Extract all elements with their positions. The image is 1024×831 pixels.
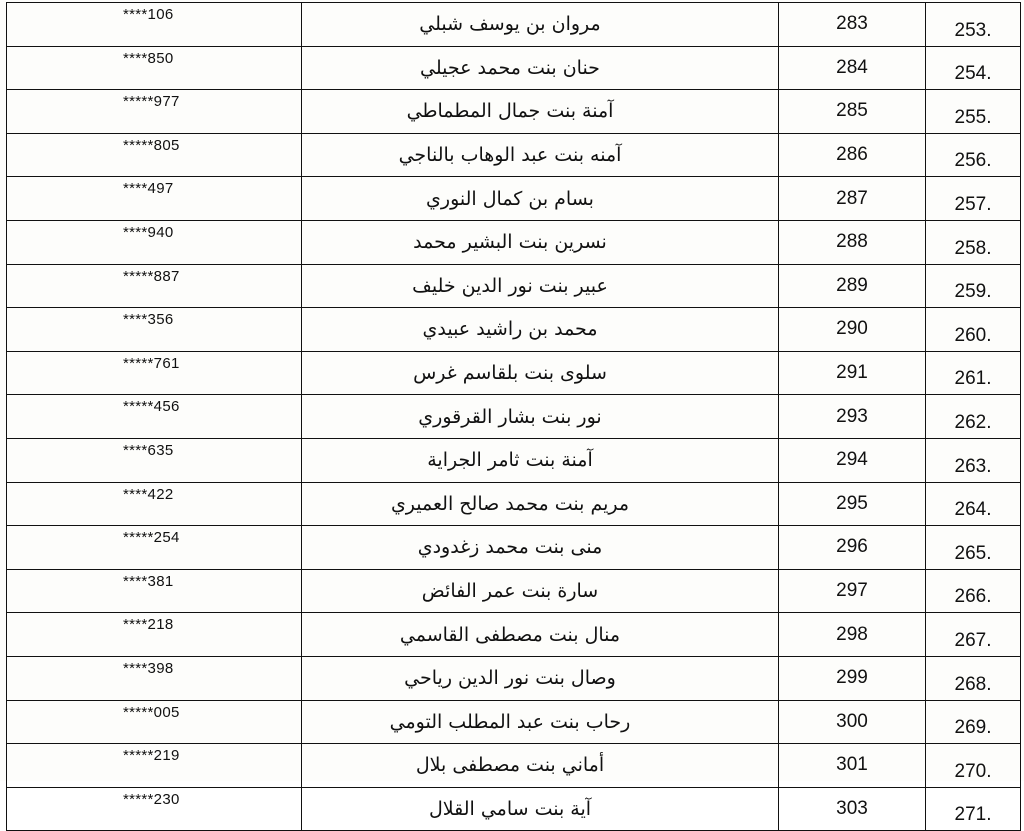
code-number-cell: 284: [779, 46, 926, 90]
masked-id-cell: ****106: [7, 3, 302, 47]
full-name-cell: [302, 220, 779, 264]
table-row: [7, 133, 1021, 177]
rank-number-cell: 262.: [926, 395, 1021, 439]
rank-number-cell: 270.: [926, 744, 1021, 788]
full-name-cell: [302, 351, 779, 395]
masked-id-cell: ****381: [7, 569, 302, 613]
full-name-cell: [302, 264, 779, 308]
masked-id-cell: *****977: [7, 90, 302, 134]
masked-id-cell: ****218: [7, 613, 302, 657]
masked-id-cell: ****356: [7, 308, 302, 352]
full-name-text: حنان بنت محمد عجيلي: [420, 56, 600, 79]
full-name-cell: [302, 569, 779, 613]
code-number-cell: 290: [779, 308, 926, 352]
code-number-cell: 295: [779, 482, 926, 526]
full-name-text: أماني بنت مصطفى بلال: [415, 754, 605, 777]
full-name-cell: [302, 700, 779, 744]
table-row: [7, 220, 1021, 264]
full-name-text: وصال بنت نور الدين رياحي: [404, 667, 616, 690]
full-name-text: مريم بنت محمد صالح العميري: [390, 492, 630, 515]
rank-number-cell: 254.: [926, 46, 1021, 90]
candidates-table: [6, 2, 1021, 831]
full-name-text: سلوى بنت بلقاسم غرس: [413, 362, 607, 385]
table-row: [7, 613, 1021, 657]
table-row: [7, 787, 1021, 831]
rank-number-cell: 257.: [926, 177, 1021, 221]
full-name-cell: [302, 526, 779, 570]
full-name-cell: [302, 744, 779, 788]
code-number-cell: 298: [779, 613, 926, 657]
rank-number-cell: 258.: [926, 220, 1021, 264]
rank-number-cell: 271.: [926, 787, 1021, 831]
code-number-cell: 283: [779, 3, 926, 47]
table-row: [7, 482, 1021, 526]
code-number-cell: 288: [779, 220, 926, 264]
rank-number-cell: 255.: [926, 90, 1021, 134]
code-number-cell: 296: [779, 526, 926, 570]
code-number-cell: 293: [779, 395, 926, 439]
full-name-cell: [302, 395, 779, 439]
code-number-cell: 294: [779, 438, 926, 482]
code-number-cell: 289: [779, 264, 926, 308]
table-row: [7, 656, 1021, 700]
masked-id-cell: *****219: [7, 744, 302, 788]
full-name-cell: [302, 482, 779, 526]
table-row: [7, 351, 1021, 395]
code-number-cell: 291: [779, 351, 926, 395]
rank-number-cell: 259.: [926, 264, 1021, 308]
full-name-text: منال بنت مصطفى القاسمي: [399, 623, 621, 646]
masked-id-cell: *****005: [7, 700, 302, 744]
masked-id-cell: *****456: [7, 395, 302, 439]
rank-number-cell: 267.: [926, 613, 1021, 657]
code-number-cell: 286: [779, 133, 926, 177]
rank-number-cell: 253.: [926, 3, 1021, 47]
masked-id-cell: *****761: [7, 351, 302, 395]
masked-id-cell: ****940: [7, 220, 302, 264]
table-row: [7, 46, 1021, 90]
masked-id-cell: *****254: [7, 526, 302, 570]
rank-number-cell: 263.: [926, 438, 1021, 482]
table-row: [7, 438, 1021, 482]
full-name-text: آمنه بنت عبد الوهاب بالناجي: [398, 144, 622, 167]
masked-id-cell: ****497: [7, 177, 302, 221]
code-number-cell: 285: [779, 90, 926, 134]
full-name-cell: [302, 90, 779, 134]
full-name-cell: [302, 613, 779, 657]
full-name-text: آية بنت سامي القلال: [428, 797, 592, 820]
code-number-cell: 299: [779, 656, 926, 700]
masked-id-cell: ****850: [7, 46, 302, 90]
rank-number-cell: 269.: [926, 700, 1021, 744]
full-name-text: محمد بن راشيد عبيدي: [422, 318, 598, 341]
masked-id-cell: ****422: [7, 482, 302, 526]
full-name-cell: [302, 133, 779, 177]
masked-id-cell: ****635: [7, 438, 302, 482]
masked-id-cell: *****230: [7, 787, 302, 831]
full-name-text: مروان بن يوسف شبلي: [419, 13, 601, 36]
full-name-text: آمنة بنت جمال المطماطي: [406, 100, 614, 123]
rank-number-cell: 266.: [926, 569, 1021, 613]
code-number-cell: 303: [779, 787, 926, 831]
table-row: [7, 569, 1021, 613]
full-name-cell: [302, 438, 779, 482]
code-number-cell: 301: [779, 744, 926, 788]
table-row: [7, 264, 1021, 308]
rank-number-cell: 260.: [926, 308, 1021, 352]
table-row: [7, 177, 1021, 221]
rank-number-cell: 268.: [926, 656, 1021, 700]
table-row: [7, 308, 1021, 352]
rank-number-cell: 265.: [926, 526, 1021, 570]
code-number-cell: 287: [779, 177, 926, 221]
table-row: [7, 3, 1021, 47]
full-name-text: نسرين بنت البشير محمد: [413, 231, 607, 254]
full-name-text: عبير بنت نور الدين خليف: [412, 274, 608, 297]
rank-number-cell: 256.: [926, 133, 1021, 177]
full-name-cell: [302, 3, 779, 47]
table-row: [7, 744, 1021, 788]
full-name-text: بسام بن كمال النوري: [426, 187, 594, 210]
code-number-cell: 297: [779, 569, 926, 613]
full-name-cell: [302, 787, 779, 831]
table-row: [7, 90, 1021, 134]
full-name-cell: [302, 46, 779, 90]
table-row: [7, 395, 1021, 439]
full-name-text: آمنة بنت ثامر الجراية: [427, 449, 593, 472]
masked-id-cell: *****805: [7, 133, 302, 177]
full-name-cell: [302, 308, 779, 352]
table-row: [7, 700, 1021, 744]
full-name-text: نور بنت بشار القرقوري: [418, 405, 602, 428]
masked-id-cell: *****887: [7, 264, 302, 308]
full-name-text: سارة بنت عمر الفائض: [421, 580, 599, 603]
masked-id-cell: ****398: [7, 656, 302, 700]
full-name-text: منى بنت محمد زغدودي: [417, 536, 603, 559]
full-name-text: رحاب بنت عبد المطلب التومي: [389, 710, 631, 733]
full-name-cell: [302, 177, 779, 221]
candidates-table-body: [7, 3, 1021, 831]
full-name-cell: [302, 656, 779, 700]
rank-number-cell: 261.: [926, 351, 1021, 395]
rank-number-cell: 264.: [926, 482, 1021, 526]
table-row: [7, 526, 1021, 570]
code-number-cell: 300: [779, 700, 926, 744]
